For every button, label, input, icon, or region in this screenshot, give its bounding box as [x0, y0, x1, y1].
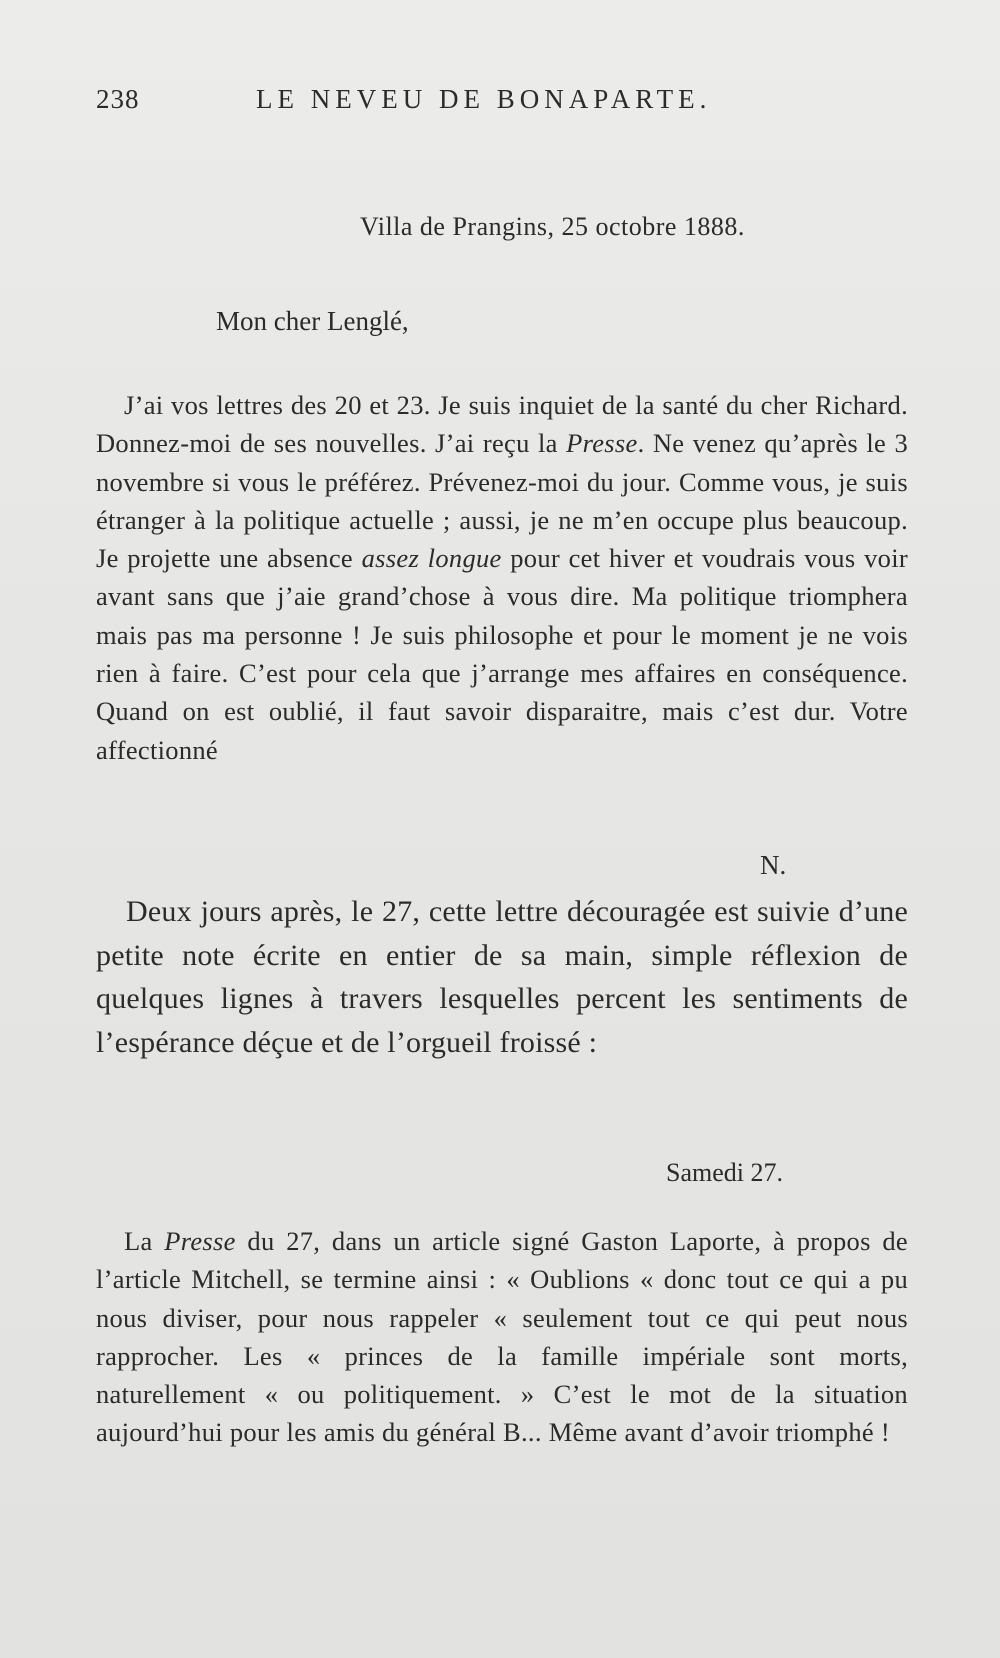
letter-text-segment: pour cet hiver et voudrais vous voir avant sans que j’aie grand’chose à vous dire. Ma politique triomphera mais pas ma personne ! Je suis philosophe et pour le moment je ne vois rien à faire. C’est pour cela que j’arrange mes affaires en conséquence. Quand on est oublié, il faut savoir disparaitre, mais c’est dur. Votre affectionné — [96, 543, 908, 765]
running-head: LE NEVEU DE BONAPARTE. — [256, 84, 712, 114]
letter-salutation: Mon cher Lenglé, — [216, 306, 409, 336]
page-header — [96, 84, 896, 124]
note-text-segment-italic: Presse — [164, 1226, 236, 1256]
page-number: 238 — [96, 84, 140, 114]
note-text-segment: du 27, dans un article signé Gaston Laporte, à propos de l’article Mitchell, se termine ainsi : « Oublions « donc tout ce qui a pu nous diviser, pour nous rappeler « seulement tout ce qui peut nous rapprocher. Les « princes de la famille impériale sont morts, naturellement « ou politiquement. » C’est le mot de la situation aujourd’hui pour les amis du général B... Même avant d’avoir triomphé ! — [96, 1226, 908, 1448]
note-date: Samedi 27. — [666, 1158, 783, 1187]
letter-dateline: Villa de Prangins, 25 octobre 1888. — [360, 212, 745, 241]
letter-text-segment-italic: assez longue — [361, 543, 502, 574]
letter-text-segment: . Ne venez qu’après le 3 novembre si vous le préférez. Prévenez-moi du jour. Comme vous, je suis étranger à la politique actuelle ; aussi, je ne m’en occupe plus beaucoup. Je projette une absence — [96, 428, 909, 574]
letter-text-segment: J’ai vos lettres des 20 et 23. Je suis inquiet de la santé du cher Richard. Donnez-moi de ses nouvelles. J’ai reçu la — [96, 390, 908, 459]
letter-signature: N. — [760, 850, 787, 880]
note-body — [96, 1222, 908, 1452]
letter-body — [96, 386, 908, 769]
letter-text-segment-italic: Presse — [566, 428, 638, 459]
note-text-segment: La — [124, 1226, 165, 1256]
narrative-paragraph: Deux jours après, le 27, cette lettre découragée est suivie d’une petite note écrite en entier de sa main, simple réflexion de quelques lignes à travers lesquelles percent les sentiments de l’espérance déçue et de l’orgueil froissé : — [96, 895, 908, 1059]
